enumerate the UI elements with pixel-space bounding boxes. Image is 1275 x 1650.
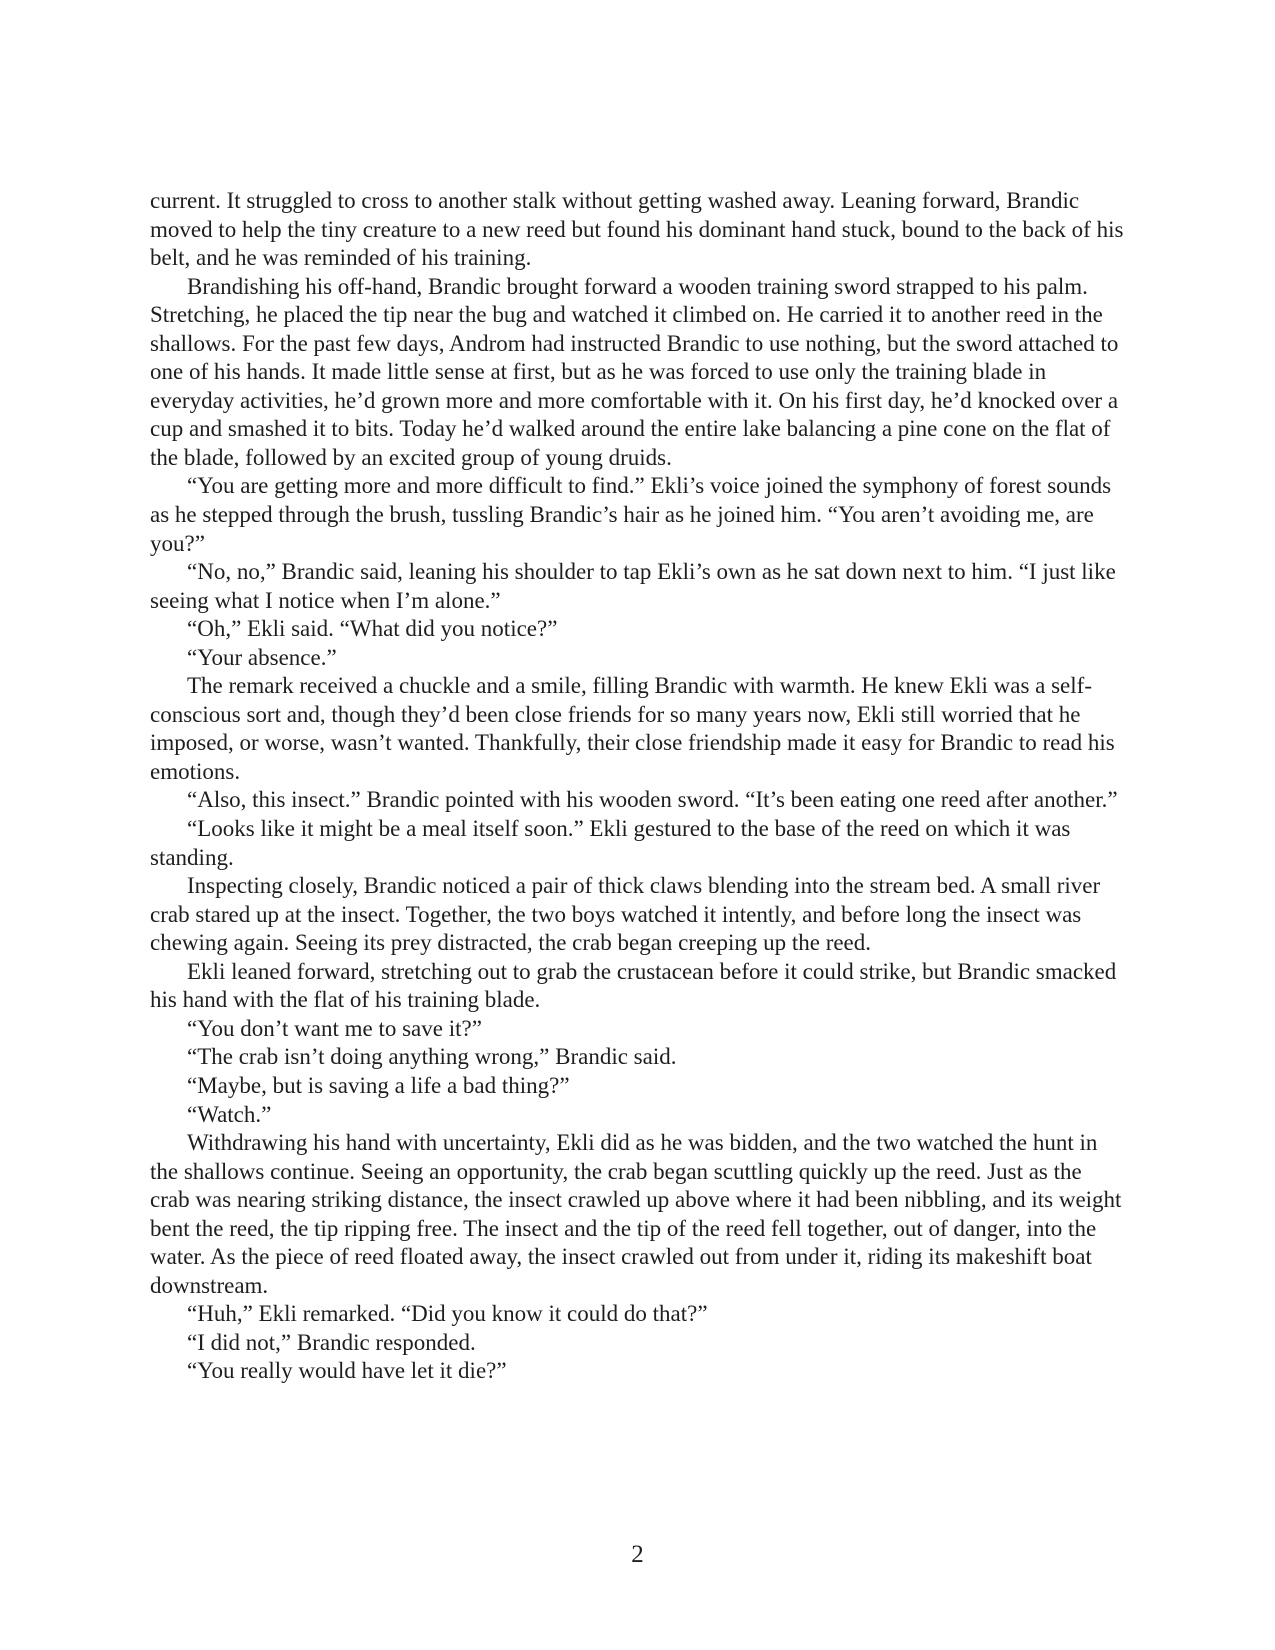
paragraph: “Huh,” Ekli remarked. “Did you know it could do that?” — [187, 1301, 708, 1327]
paragraph: “You don’t want me to save it?” — [187, 1015, 482, 1041]
paragraph: The remark received a chuckle and a smile, filling Brandic with warmth. He knew Ekli was a self-conscious sort and, though they’d been close friends for so many years now, Ekli still worried that he imposed, or worse, wasn’t wanted. Thankfully, their close friendship made it easy for Brandic to read his emotions. — [150, 673, 1115, 784]
paragraph: “Oh,” Ekli said. “What did you notice?” — [187, 616, 558, 642]
paragraph: “Looks like it might be a meal itself soon.” Ekli gestured to the base of the reed on which it was standing. — [150, 816, 1071, 870]
paragraph: “Maybe, but is saving a life a bad thing?” — [187, 1072, 570, 1098]
paragraph: “You really would have let it die?” — [187, 1358, 507, 1384]
paragraph: current. It struggled to cross to another stalk without getting washed away. Leaning forward, Brandic moved to help the tiny creature to a new reed but found his dominant hand stuck, bound to the back of his belt, and he was reminded of his training. — [150, 188, 1124, 271]
paragraph: “No, no,” Brandic said, leaning his shoulder to tap Ekli’s own as he sat down next to him. “I just like seeing what I notice when I’m alone.” — [150, 559, 1116, 613]
paragraph: Brandishing his off-hand, Brandic brought forward a wooden training sword strapped to his palm. Stretching, he placed the tip near the bug and watched it climbed on. He carried it to another reed in the shallows. For the past few days, Androm had instructed Brandic to use nothing, but the sword attached to one of his hands. It made little sense at first, but as he was forced to use only the training blade in everyday activities, he’d grown more and more comfortable with it. On his first day, he’d knocked over a cup and smashed it to bits. Today he’d walked around the entire lake balancing a pine cone on the flat of the blade, followed by an excited group of young druids. — [150, 273, 1119, 470]
paragraph: “Also, this insect.” Brandic pointed with his wooden sword. “It’s been eating one reed after another.” — [187, 787, 1118, 813]
paragraph: Ekli leaned forward, stretching out to grab the crustacean before it could strike, but Brandic smacked his hand with the flat of his training blade. — [150, 958, 1117, 1013]
paragraph: Inspecting closely, Brandic noticed a pair of thick claws blending into the stream bed. A small river crab stared up at the insect. Together, the two boys watched it intently, and before long the insect was chewing again. Seeing its prey distracted, the crab began creeping up the reed. — [150, 873, 1101, 956]
paragraph: “I did not,” Brandic responded. — [187, 1329, 476, 1355]
paragraph: “Your absence.” — [187, 644, 337, 670]
paragraph: Withdrawing his hand with uncertainty, Ekli did as he was bidden, and the two watched the hunt in the shallows continue. Seeing an opportunity, the crab began scuttling quickly up the reed. Just as the crab was nearing striking distance, the insect crawled up above where it had been nibbling, and its weight bent the reed, the tip ripping free. The insect and the tip of the reed fell together, out of danger, into the water. As the piece of reed floated away, the insect crawled out from under it, riding its makeshift boat downstream. — [150, 1130, 1122, 1298]
paragraph: “You are getting more and more difficult to find.” Ekli’s voice joined the symphony of forest sounds as he stepped through the brush, tussling Brandic’s hair as he joined him. “You aren’t avoiding me, are you?” — [150, 473, 1112, 556]
paragraph: “The crab isn’t doing anything wrong,” Brandic said. — [187, 1044, 677, 1070]
paragraph: “Watch.” — [187, 1101, 272, 1127]
page-number: 2 — [631, 1541, 644, 1568]
body-text — [150, 187, 1125, 1386]
